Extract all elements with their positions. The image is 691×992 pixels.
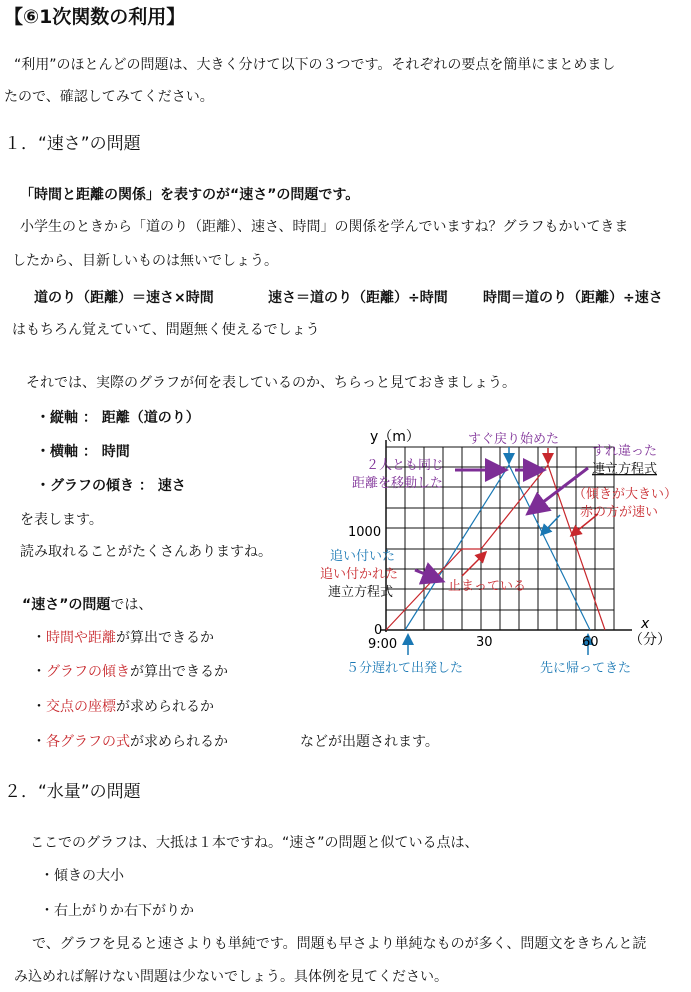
section1-para2: はもちろん覚えていて、問題無く使えるでしょう <box>12 322 320 338</box>
ann-stopped: 止まっている <box>448 579 527 594</box>
ann-early-return: 先に帰ってきた <box>540 661 632 676</box>
tick-0: 0 <box>374 623 383 638</box>
bullet-4: ・各グラフの式が求められるか <box>32 734 228 750</box>
slope-text: ・グラフの傾き ： 速さ <box>36 478 186 494</box>
page-title: 【⑥1次関数の利用】 <box>4 6 186 28</box>
bullet-1: ・時間や距離が算出できるか <box>32 630 214 646</box>
formula-distance: 道のり（距離）＝速さ×時間 <box>34 290 214 306</box>
ann-late-start: ５分遅れて出発した <box>346 661 464 676</box>
problems-heading-suffix: では、 <box>110 597 153 613</box>
section1-para1-line2: したから、目新しいものは無いでしょう。 <box>12 253 278 269</box>
ann-same-2: 距離を移動した <box>352 476 444 491</box>
section2-heading: ２．“水量”の問題 <box>4 782 141 802</box>
ann-catch-2: 追い付かれた <box>320 567 399 582</box>
ann-catch-1: 追い付いた <box>330 549 396 564</box>
x-axis-label: x <box>641 616 650 632</box>
x-axis-unit: （分） <box>629 632 671 648</box>
section2-line-1: ここでのグラフは、大抵は１本ですね。“速さ”の問題と似ている点は、 <box>30 835 479 851</box>
ann-passed-1: すれ違った <box>592 444 658 459</box>
ann-passed-2: 連立方程式 <box>592 462 658 477</box>
section2-bullet-1: ・傾きの大小 <box>40 868 124 884</box>
tick-30: 30 <box>476 635 493 650</box>
section1-para3: それでは、実際のグラフが何を表しているのか、ちらっと見ておきましょう。 <box>26 375 516 391</box>
formula-time: 時間＝道のり（距離）÷速さ <box>483 290 663 306</box>
ann-catch-3: 連立方程式 <box>328 585 394 600</box>
axis-vertical-text: ・縦軸 ： 距離（道のり） <box>36 410 200 426</box>
section2-line-3: み込めれば解けない問題は少ないでしょう。具体例を見てください。 <box>14 969 448 985</box>
y-axis-label: y（m） <box>370 429 420 445</box>
section1-heading: １．“速さ”の問題 <box>4 134 141 154</box>
ann-steep-2: 赤の方が速い <box>580 505 659 520</box>
arrow-stopped <box>462 553 485 576</box>
tick-1000: 1000 <box>348 525 382 540</box>
section1-lead: 「時間と距離の関係」を表すのが“速さ”の問題です。 <box>20 187 360 203</box>
asked-text: などが出題されます。 <box>300 734 439 750</box>
intro-line-1: “利用”のほとんどの問題は、大きく分けて以下の３つです。それぞれの要点を簡単にまとめまし <box>14 57 616 73</box>
axis-horizontal-text: ・横軸 ： 時間 <box>36 444 130 460</box>
section2-bullet-2: ・右上がりか右下がりか <box>40 903 194 919</box>
tick-9-00: 9:00 <box>368 637 398 652</box>
formula-speed: 速さ＝道のり（距離）÷時間 <box>268 290 448 306</box>
readable-text: 読み取れることがたくさんありますね。 <box>20 544 272 560</box>
bullet-3: ・交点の座標が求められるか <box>32 699 214 715</box>
intro-line-2: たので、確認してみてください。 <box>4 89 214 105</box>
bullet-2: ・グラフの傾きが算出できるか <box>32 664 228 680</box>
represents-text: を表します。 <box>20 512 103 528</box>
section2-line-2: で、グラフを見ると速さよりも単純です。問題も早さより単純なものが多く、問題文をきちんと読 <box>32 936 647 952</box>
arrow-caught-up <box>415 570 440 580</box>
ann-same-1: ２人とも同じ <box>366 458 445 473</box>
problems-heading-bold: “速さ”の問題 <box>22 597 111 613</box>
tick-60: 60 <box>582 635 599 650</box>
section1-para1-line1: 小学生のときから「道のり（距離）、速さ、時間」の関係を学んでいますね？グラフもかいてきま <box>20 219 629 235</box>
ann-steep-1: （傾きが大きい） <box>573 487 678 502</box>
ann-return: すぐ戻り始めた <box>468 432 560 447</box>
